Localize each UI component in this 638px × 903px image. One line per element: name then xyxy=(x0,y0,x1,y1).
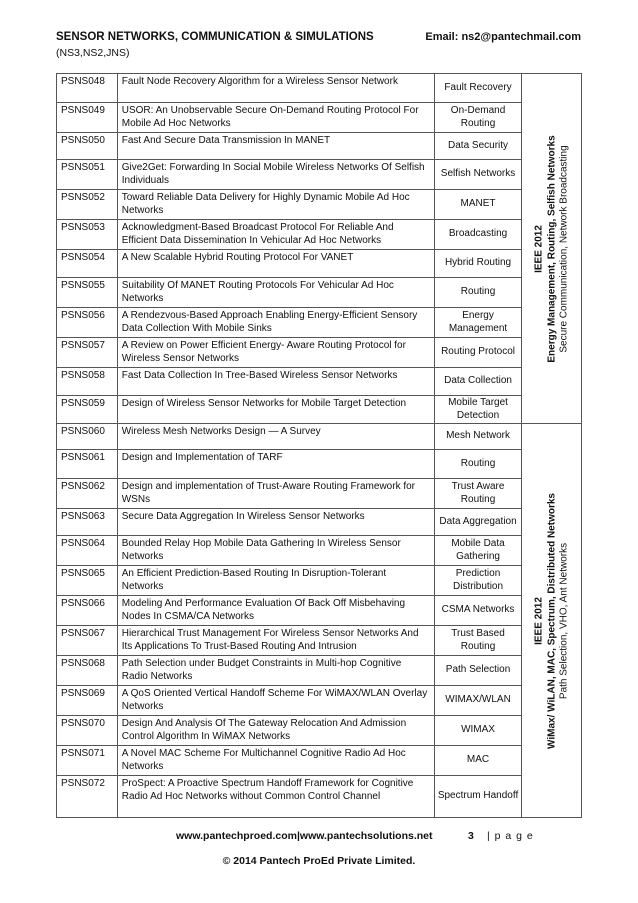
project-code: PSNS059 xyxy=(57,396,118,424)
project-code: PSNS071 xyxy=(57,746,118,776)
table-row xyxy=(57,278,582,308)
table-row xyxy=(57,776,582,818)
project-title: Bounded Relay Hop Mobile Data Gathering In Wireless Sensor Networks xyxy=(117,536,434,566)
project-code: PSNS060 xyxy=(57,424,118,450)
project-code: PSNS062 xyxy=(57,479,118,509)
project-code: PSNS052 xyxy=(57,190,118,220)
project-domain: WIMAX xyxy=(434,716,522,746)
project-domain: On-Demand Routing xyxy=(434,103,522,133)
table-row xyxy=(57,424,582,450)
project-code: PSNS055 xyxy=(57,278,118,308)
project-title: Design of Wireless Sensor Networks for Mobile Target Detection xyxy=(117,396,434,424)
project-domain: Energy Management xyxy=(434,308,522,338)
group-subtopics: Secure Communication, Network Broadcasting xyxy=(557,144,569,353)
table-row xyxy=(57,596,582,626)
project-title: Acknowledgment-Based Broadcast Protocol For Reliable And Efficient Data Dissemination In Vehicular Ad Hoc Networks xyxy=(117,220,434,250)
project-domain: MAC xyxy=(434,746,522,776)
table-row xyxy=(57,308,582,338)
table-row xyxy=(57,133,582,160)
project-domain: Routing xyxy=(434,278,522,308)
project-domain: Routing Protocol xyxy=(434,338,522,368)
project-title: Modeling And Performance Evaluation Of Back Off Misbehaving Nodes In CSMA/CA Networks xyxy=(117,596,434,626)
project-domain: Selfish Networks xyxy=(434,160,522,190)
table-row xyxy=(57,509,582,536)
project-title: Path Selection under Budget Constraints in Multi-hop Cognitive Radio Networks xyxy=(117,656,434,686)
project-title: A Novel MAC Scheme For Multichannel Cognitive Radio Ad Hoc Networks xyxy=(117,746,434,776)
group-year: IEEE 2012 xyxy=(532,224,544,273)
project-code: PSNS054 xyxy=(57,250,118,278)
table-row xyxy=(57,338,582,368)
table-row xyxy=(57,686,582,716)
project-title: USOR: An Unobservable Secure On-Demand Routing Protocol For Mobile Ad Hoc Networks xyxy=(117,103,434,133)
project-title: Fast And Secure Data Transmission In MANET xyxy=(117,133,434,160)
project-title: An Efficient Prediction-Based Routing In Disruption-Tolerant Networks xyxy=(117,566,434,596)
table-row xyxy=(57,479,582,509)
project-domain: Path Selection xyxy=(434,656,522,686)
table-row xyxy=(57,716,582,746)
project-code: PSNS070 xyxy=(57,716,118,746)
project-domain: Trust Aware Routing xyxy=(434,479,522,509)
project-domain: Mesh Network xyxy=(434,424,522,450)
page-label: | p a g e xyxy=(487,830,534,842)
project-title: Design And Analysis Of The Gateway Relocation And Admission Control Algorithm In WiMAX Networks xyxy=(117,716,434,746)
table-row xyxy=(57,250,582,278)
project-code: PSNS048 xyxy=(57,74,118,103)
project-title: ProSpect: A Proactive Spectrum Handoff Framework for Cognitive Radio Ad Hoc Networks without Common Control Channel xyxy=(117,776,434,818)
project-code: PSNS069 xyxy=(57,686,118,716)
project-code: PSNS072 xyxy=(57,776,118,818)
project-domain: Data Security xyxy=(434,133,522,160)
group-subtopics: Path Selection, VHO, Ant Networks xyxy=(557,542,569,699)
project-domain: Data Aggregation xyxy=(434,509,522,536)
project-code: PSNS058 xyxy=(57,368,118,396)
project-code: PSNS061 xyxy=(57,450,118,479)
project-domain: Spectrum Handoff xyxy=(434,776,522,818)
footer-websites[interactable]: www.pantechproed.com|www.pantechsolutions.net xyxy=(176,830,433,842)
table-row xyxy=(57,566,582,596)
header-email: Email: ns2@pantechmail.com xyxy=(425,31,581,43)
project-code: PSNS065 xyxy=(57,566,118,596)
group-topics: WiMax/ WiLAN, MAC, Spectrum, Distributed Networks xyxy=(545,492,557,749)
project-code: PSNS053 xyxy=(57,220,118,250)
project-code: PSNS068 xyxy=(57,656,118,686)
project-title: Fast Data Collection In Tree-Based Wireless Sensor Networks xyxy=(117,368,434,396)
table-row xyxy=(57,450,582,479)
project-domain: Hybrid Routing xyxy=(434,250,522,278)
table-row xyxy=(57,396,582,424)
project-domain: Trust Based Routing xyxy=(434,626,522,656)
project-title: A Rendezvous-Based Approach Enabling Energy-Efficient Sensory Data Collection With Mobile Sinks xyxy=(117,308,434,338)
project-domain: WIMAX/WLAN xyxy=(434,686,522,716)
project-title: A QoS Oriented Vertical Handoff Scheme For WiMAX/WLAN Overlay Networks xyxy=(117,686,434,716)
table-row xyxy=(57,160,582,190)
project-code: PSNS066 xyxy=(57,596,118,626)
page-number: 3 xyxy=(468,830,474,842)
project-title: Secure Data Aggregation In Wireless Sensor Networks xyxy=(117,509,434,536)
table-row xyxy=(57,656,582,686)
table-row xyxy=(57,626,582,656)
project-domain: Mobile Data Gathering xyxy=(434,536,522,566)
table-row xyxy=(57,536,582,566)
project-domain: MANET xyxy=(434,190,522,220)
project-domain: Data Collection xyxy=(434,368,522,396)
project-code: PSNS051 xyxy=(57,160,118,190)
group-label-cell xyxy=(522,424,582,818)
project-domain: Broadcasting xyxy=(434,220,522,250)
group-label xyxy=(533,135,571,362)
group-topics: Energy Management, Routing, Selfish Networks xyxy=(545,134,557,363)
group-label-cell xyxy=(522,74,582,424)
header-title: SENSOR NETWORKS, COMMUNICATION & SIMULATIONS xyxy=(56,31,374,43)
project-title: Design and Implementation of TARF xyxy=(117,450,434,479)
table-row xyxy=(57,190,582,220)
project-code: PSNS057 xyxy=(57,338,118,368)
project-title: Design and implementation of Trust-Aware Routing Framework for WSNs xyxy=(117,479,434,509)
project-table xyxy=(56,73,582,818)
project-title: A Review on Power Efficient Energy- Aware Routing Protocol for Wireless Sensor Networks xyxy=(117,338,434,368)
header-subtitle: (NS3,NS2,JNS) xyxy=(56,47,130,59)
project-domain: Mobile Target Detection xyxy=(434,396,522,424)
project-code: PSNS050 xyxy=(57,133,118,160)
project-title: Wireless Mesh Networks Design — A Survey xyxy=(117,424,434,450)
project-domain: Routing xyxy=(434,450,522,479)
project-title: Suitability Of MANET Routing Protocols For Vehicular Ad Hoc Networks xyxy=(117,278,434,308)
project-title: Give2Get: Forwarding In Social Mobile Wireless Networks Of Selfish Individuals xyxy=(117,160,434,190)
project-code: PSNS067 xyxy=(57,626,118,656)
table-row xyxy=(57,103,582,133)
project-code: PSNS056 xyxy=(57,308,118,338)
project-code: PSNS049 xyxy=(57,103,118,133)
project-title: A New Scalable Hybrid Routing Protocol For VANET xyxy=(117,250,434,278)
project-domain: Fault Recovery xyxy=(434,74,522,103)
project-code: PSNS064 xyxy=(57,536,118,566)
group-year: IEEE 2012 xyxy=(532,596,544,645)
footer-copyright: © 2014 Pantech ProEd Private Limited. xyxy=(222,855,416,867)
table-row xyxy=(57,746,582,776)
project-domain: Prediction Distribution xyxy=(434,566,522,596)
project-title: Fault Node Recovery Algorithm for a Wireless Sensor Network xyxy=(117,74,434,103)
table-row xyxy=(57,220,582,250)
project-code: PSNS063 xyxy=(57,509,118,536)
group-label xyxy=(533,493,571,749)
table-row xyxy=(57,74,582,103)
project-title: Hierarchical Trust Management For Wireless Sensor Networks And Its Applications To Trust-Based Routing And Intrusion xyxy=(117,626,434,656)
project-domain: CSMA Networks xyxy=(434,596,522,626)
table-row xyxy=(57,368,582,396)
project-title: Toward Reliable Data Delivery for Highly Dynamic Mobile Ad Hoc Networks xyxy=(117,190,434,220)
